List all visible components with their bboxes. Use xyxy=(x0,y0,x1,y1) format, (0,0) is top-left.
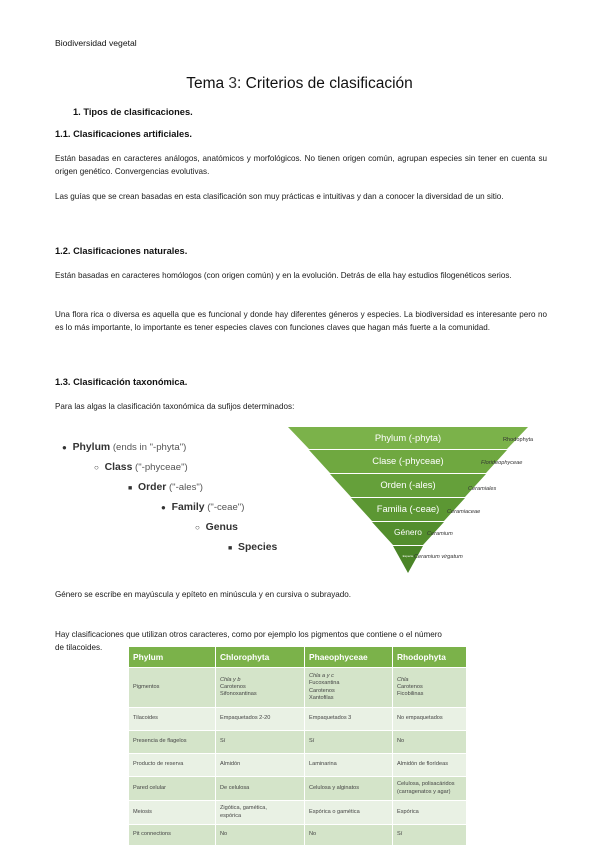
table-cell-line: Carotenos xyxy=(309,687,335,694)
section-1-1-heading: 1.1. Clasificaciones artificiales. xyxy=(55,129,192,139)
table-cell-label: Presencia de flagelos xyxy=(129,731,216,754)
table-cell xyxy=(393,777,467,801)
table-cell: No xyxy=(305,825,393,845)
table-cell: No xyxy=(216,825,305,845)
pyramid-label-genero: Género xyxy=(394,527,422,537)
table-cell: Almidón xyxy=(216,754,305,777)
hierarchy-note: (ends in "-phyta") xyxy=(110,442,187,453)
title-rest: : Criterios de clasificación xyxy=(237,75,413,92)
section-1-3-heading: 1.3. Clasificación taxonómica. xyxy=(55,377,188,387)
section-1-1-paragraph-1: Están basadas en caracteres análogos, anatómicos y morfológicos. No tienen origen común, agrupan especies sin tener en cuenta su origen genético. Convergencias evolutivas. xyxy=(55,154,547,177)
hierarchy-item-family xyxy=(161,502,244,513)
bullet-square-icon: ■ xyxy=(228,545,233,552)
table-cell: Almidón de florídeas xyxy=(393,754,467,777)
hierarchy-item-genus xyxy=(195,522,238,533)
table-cell xyxy=(305,668,393,708)
table-row xyxy=(129,754,467,777)
hierarchy-note: ("-ales") xyxy=(166,482,203,493)
table-row xyxy=(129,801,467,825)
section-1-3-paragraph-1: Para las algas la clasificación taxonómica da sufijos determinados: xyxy=(55,402,295,411)
pyramid-label-clase: Clase (-phyceae) xyxy=(372,455,444,466)
pyramid-label-orden: Orden (-ales) xyxy=(380,479,436,490)
table-cell-label: Pit connections xyxy=(129,825,216,845)
table-cell: Espórica xyxy=(393,801,467,825)
note-genero: Género se escribe en mayúscula y epíteto en minúscula y en cursiva o subrayado. xyxy=(55,590,352,599)
taxonomy-pyramid xyxy=(288,427,534,573)
table-cell-label: Pigmentos xyxy=(129,668,216,708)
table-cell-label: Pared celular xyxy=(129,777,216,801)
hierarchy-note: ("-ceae") xyxy=(204,502,245,513)
table-cell-label: Producto de reserva xyxy=(129,754,216,777)
title-number: 3 xyxy=(228,75,238,92)
pyramid-example-florideophyceae: Florideophyceae xyxy=(481,460,523,466)
table-cell xyxy=(216,801,305,825)
table-cell xyxy=(216,668,305,708)
document-header: Biodiversidad vegetal xyxy=(55,38,137,48)
hierarchy-rank: Genus xyxy=(205,522,238,533)
hierarchy-rank: Order xyxy=(138,482,167,493)
table-cell-line: Sifonoxantinas xyxy=(220,691,257,698)
table-cell-label: Tilacoides xyxy=(129,708,216,731)
table-cell: Empaquetados 3 xyxy=(305,708,393,731)
hierarchy-item-class xyxy=(94,462,188,473)
bullet-open-circle-icon: ○ xyxy=(94,463,99,472)
table-cell: De celulosa xyxy=(216,777,305,801)
table-cell-label: Meiosis xyxy=(129,801,216,825)
table-cell-line: Ficobilinas xyxy=(397,691,424,698)
table-cell-line: Chla y b xyxy=(220,676,241,683)
table-cell: No empaquetados xyxy=(393,708,467,731)
table-cell: Sí xyxy=(216,731,305,754)
hierarchy-rank: Phylum xyxy=(72,442,111,453)
table-cell: No xyxy=(393,731,467,754)
table-cell: Sí xyxy=(393,825,467,845)
pyramid-label-phylum: Phylum (-phyta) xyxy=(374,432,442,443)
table-cell-line: Carotenos xyxy=(397,683,423,690)
table-cell: Espórica o gamética xyxy=(305,801,393,825)
section-1-1-paragraph-2: Las guías que se crean basadas en esta clasificación son muy prácticas e intuitivas y dan a conocer la diversidad de un sitio. xyxy=(55,192,504,201)
table-header-rhodophyta: Rhodophyta xyxy=(393,647,467,668)
pyramid-example-rhodophyta: Rhodophyta xyxy=(503,437,534,443)
pyramid-graphic xyxy=(288,427,528,573)
table-cell-line: Carotenos xyxy=(220,683,246,690)
section-1-heading: 1. Tipos de clasificaciones. xyxy=(73,107,193,117)
table-row xyxy=(129,777,467,801)
bullet-filled-circle-icon: ● xyxy=(161,503,166,512)
table-cell: Laminarina xyxy=(305,754,393,777)
hierarchy-rank: Species xyxy=(238,542,278,553)
table-cell-line: Chla xyxy=(397,676,409,683)
table-row xyxy=(129,708,467,731)
table-header-phylum: Phylum xyxy=(129,647,216,668)
table-cell: Sí xyxy=(305,731,393,754)
hierarchy-item-order xyxy=(128,482,203,493)
title-prefix: Tema xyxy=(186,75,229,92)
table-header-chlorophyta: Chlorophyta xyxy=(216,647,305,668)
table-header-row xyxy=(129,647,467,668)
pyramid-label-especie: Especie xyxy=(402,554,414,558)
pyramid-example-ceramiaceae: Ceramiaceae xyxy=(447,509,481,515)
table-row xyxy=(129,668,467,708)
section-1-2-paragraph-1: Están basadas en caracteres homólogos (con origen común) y en la evolución. Detrás de ella hay estudios filogenéticos serios. xyxy=(55,271,512,280)
table-cell: Empaquetados 2-20 xyxy=(216,708,305,731)
table-cell: Celulosa y alginatos xyxy=(305,777,393,801)
table-cell-line: Fucoxantina xyxy=(309,680,340,687)
section-1-2-paragraph-2: Una flora rica o diversa es aquella que es funcional y donde hay diferentes géneros y especies. La biodiversidad es interesante pero no es lo más importante, lo importante es tener especies claves con funciones claves que hagan más fuerte a la comunidad. xyxy=(55,310,547,333)
table-row xyxy=(129,731,467,754)
page-title xyxy=(0,75,599,93)
bullet-square-icon: ■ xyxy=(128,485,133,492)
table-cell-line: Zigótica, gamética, xyxy=(220,805,267,812)
hierarchy-item-species xyxy=(228,542,277,553)
bullet-filled-circle-icon: ● xyxy=(62,443,67,452)
bullet-open-circle-icon: ○ xyxy=(195,523,200,532)
algae-classification-table xyxy=(129,647,467,845)
pyramid-example-ceramiales: Ceramiales xyxy=(468,486,497,492)
table-cell xyxy=(393,668,467,708)
table-row xyxy=(129,825,467,845)
note-table-intro-line-2: de tilacoides. xyxy=(55,643,103,653)
pyramid-example-ceramium: Ceramium xyxy=(427,531,453,537)
pyramid-example-ceramium-virgatum: Ceramium virgatum xyxy=(414,554,463,560)
table-header-phaeophyceae: Phaeophyceae xyxy=(305,647,393,668)
table-cell-line: Xantofilas xyxy=(309,694,334,701)
table-cell-line: (carragenatos y agar) xyxy=(397,788,451,795)
hierarchy-item-phylum xyxy=(62,442,186,453)
hierarchy-rank: Class xyxy=(104,462,133,473)
note-table-intro-line-1: Hay clasificaciones que utilizan otros caracteres, como por ejemplo los pigmentos que contiene o el número xyxy=(55,630,442,639)
table-cell-line: espórica xyxy=(220,812,242,819)
pyramid-label-familia: Familia (-ceae) xyxy=(376,503,440,514)
table-cell-line: Chla a y c xyxy=(309,673,334,680)
section-1-2-heading: 1.2. Clasificaciones naturales. xyxy=(55,246,188,256)
table-cell-line: Celulosa, polisacáridos xyxy=(397,781,455,788)
hierarchy-note: ("-phyceae") xyxy=(132,462,188,473)
hierarchy-rank: Family xyxy=(171,502,205,513)
